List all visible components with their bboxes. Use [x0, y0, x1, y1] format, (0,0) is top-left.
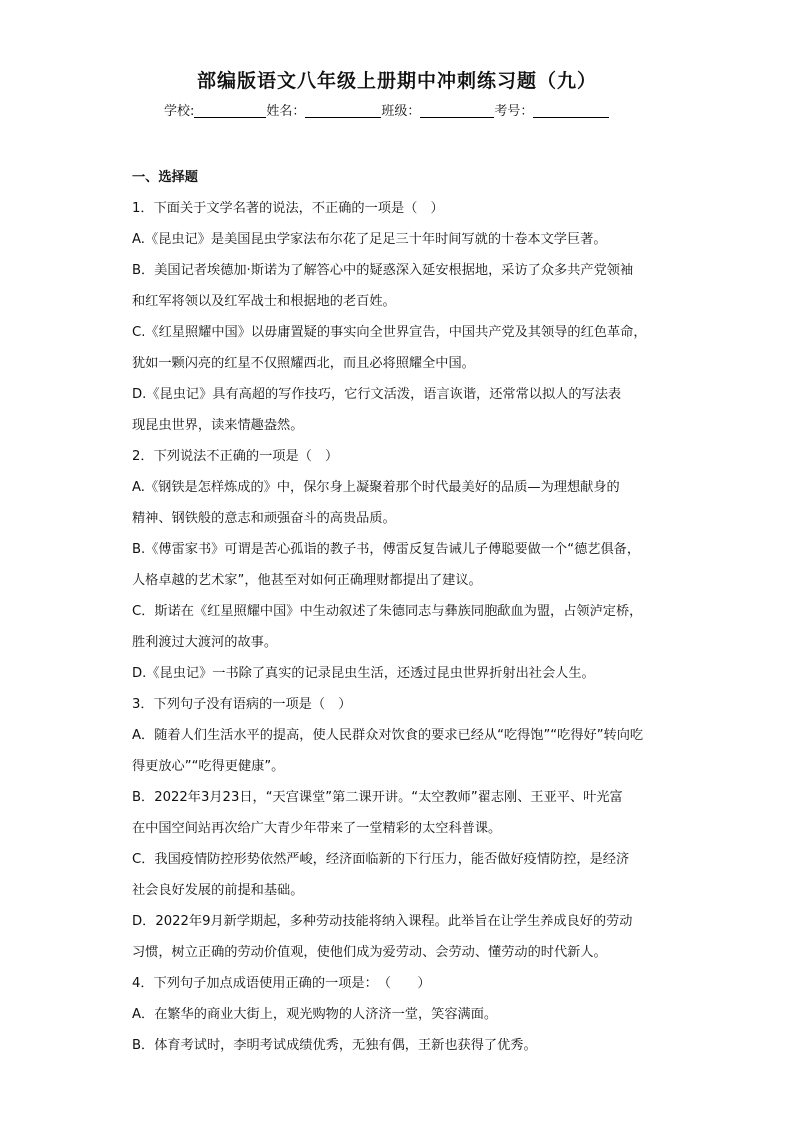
question-1-option-a: A.《昆虫记》是美国昆虫学家法布尔花了足足三十年时间写就的十卷本文学巨著。: [132, 232, 607, 247]
question-1-option-c: C.《红星照耀中国》以毋庸置疑的事实向全世界宣告，中国共产党及其领导的红色革命，: [132, 325, 647, 340]
question-3-option-d: D．2022年9月新学期起，多种劳动技能将纳入课程。此举旨在让学生养成良好的劳动: [132, 914, 633, 929]
exam-number-label: 考号：: [494, 104, 534, 119]
question-2-option-b: B.《傅雷家书》可谓是苦心孤诣的教子书，傅雷反复告诫儿子傅聪要做一个“德艺俱备，: [132, 542, 641, 557]
exam-number-blank[interactable]: [533, 103, 609, 118]
question-4-option-b: B．体育考试时，李明考试成绩优秀，无独有偶，王新也获得了优秀。: [132, 1038, 537, 1053]
question-3-option-a-cont: 得更放心”“吃得更健康”。: [132, 759, 285, 774]
question-1-stem: 1．下面关于文学名著的说法，不正确的一项是（ ）: [132, 201, 444, 216]
question-4-stem: 4．下列句子加点成语使用正确的一项是： （ ）: [132, 976, 431, 991]
student-info-row: [164, 100, 609, 119]
name-blank[interactable]: [305, 103, 381, 118]
question-3-stem: 3．下列句子没有语病的一项是（ ）: [132, 697, 352, 712]
page-title: 部编版语文八年级上册期中冲刺练习题（九）: [196, 70, 597, 92]
question-3-option-d-cont: 习惯，树立正确的劳动价值观，使他们成为爱劳动、会劳动、懂劳动的时代新人。: [132, 945, 607, 960]
question-3-option-a: A．随着人们生活水平的提高，使人民群众对饮食的要求已经从“吃得饱”“吃得好”转向吃: [132, 728, 644, 743]
section-heading: 一、选择题: [132, 170, 198, 185]
school-label: 学校:: [164, 104, 195, 119]
question-1-option-d-cont: 现昆虫世界，读来情趣盎然。: [132, 418, 304, 433]
question-content: [132, 162, 662, 1061]
question-4-option-a: A．在繁华的商业大街上，观光购物的人济济一堂，笑容满面。: [132, 1007, 498, 1022]
question-2-option-c: C．斯诺在《红星照耀中国》中生动叙述了朱德同志与彝族同胞歃血为盟，占领泸定桥，: [132, 604, 643, 619]
question-3-option-c: C．我国疫情防控形势依然严峻，经济面临新的下行压力，能否做好疫情防控，是经济: [132, 852, 630, 867]
question-3-option-b: B．2022年3月23日，“天宫课堂”第二课开讲。“太空教师”翟志刚、王亚平、叶光富: [132, 790, 623, 805]
question-2-option-a-cont: 精神、钢铁般的意志和顽强奋斗的高贵品质。: [132, 511, 396, 526]
question-2-option-d: D.《昆虫记》一书除了真实的记录昆虫生活，还透过昆虫世界折射出社会人生。: [132, 666, 595, 681]
class-blank[interactable]: [420, 103, 494, 118]
question-2-option-a: A.《钢铁是怎样炼成的》中，保尔身上凝聚着那个时代最美好的品质—为理想献身的: [132, 480, 620, 495]
question-2-stem: 2．下列说法不正确的一项是（ ）: [132, 449, 339, 464]
question-3-option-b-cont: 在中国空间站再次给广大青少年带来了一堂精彩的太空科普课。: [132, 821, 502, 836]
school-blank[interactable]: [194, 103, 266, 118]
question-2-option-b-cont: 人格卓越的艺术家”，他甚至对如何正确理财都提出了建议。: [132, 573, 482, 588]
question-1-option-b-cont: 和红军将领以及红军战士和根据地的老百姓。: [132, 294, 396, 309]
class-label: 班级：: [381, 104, 421, 119]
question-2-option-c-cont: 胜利渡过大渡河的故事。: [132, 635, 278, 650]
question-3-option-c-cont: 社会良好发展的前提和基础。: [132, 883, 304, 898]
name-label: 姓名：: [266, 104, 306, 119]
question-1-option-b: B．美国记者埃德加·斯诺为了解答心中的疑惑深入延安根据地，采访了众多共产党领袖: [132, 263, 634, 278]
question-1-option-c-cont: 犹如一颗闪亮的红星不仅照耀西北，而且必将照耀全中国。: [132, 356, 475, 371]
question-1-option-d: D.《昆虫记》具有高超的写作技巧，它行文活泼，语言诙谐，还常常以拟人的写法表: [132, 387, 622, 402]
